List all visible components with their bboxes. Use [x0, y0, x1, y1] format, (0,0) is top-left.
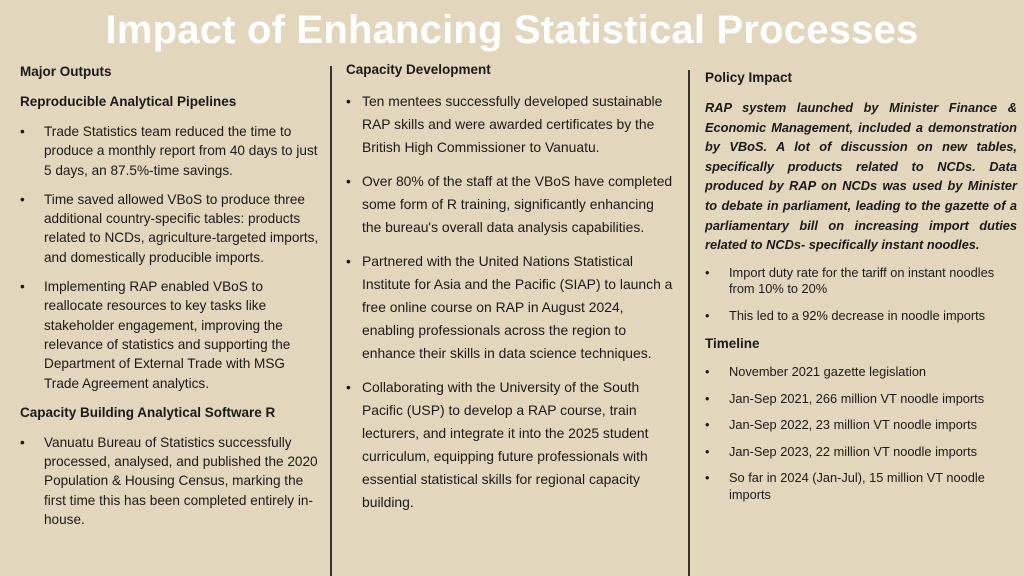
column-divider-left: [330, 66, 332, 576]
bullet-text: Collaborating with the University of the South Pacific (USP) to develop a RAP course, train lecturers, and integrate it into the 2025 student curriculum, equipping future professionals with essential statistical skills for regional capacity building.: [362, 379, 649, 510]
list-item: [346, 250, 676, 365]
timeline-heading: Timeline: [705, 336, 760, 352]
list-item: [346, 170, 676, 239]
bullet-text: This led to a 92% decrease in noodle imports: [729, 307, 986, 323]
bullet-icon: •: [346, 93, 351, 109]
bullet-text: Trade Statistics team reduced the time to produce a monthly report from 40 days to just 5 days, an 87.5%-time savings.: [44, 124, 318, 178]
bullet-icon: •: [705, 364, 710, 380]
timeline-item: [705, 470, 1017, 503]
bullet-icon: •: [346, 253, 351, 269]
bullet-text: Time saved allowed VBoS to produce three additional country-specific tables: products related to NCDs, agriculture-targeted imports, and domestically producible imports.: [44, 191, 319, 265]
bullet-text: Vanuatu Bureau of Statistics successfully processed, analysed, and published the 2020 Population & Housing Census, marking the first time this has been completed entirely in-house.: [44, 434, 318, 528]
policy-impact-heading: Policy Impact: [705, 70, 793, 85]
bullet-icon: •: [705, 390, 710, 406]
bullet-icon: •: [705, 470, 710, 486]
timeline-text: Jan-Sep 2023, 22 million VT noodle imports: [729, 443, 978, 459]
policy-impact-paragraph: RAP system launched by Minister Finance & Economic Management, included a demonstration by VBoS. A lot of discussion on new tables, specifically products related to NCDs. Data produced by RAP on NCDs was used by Minister to debate in parliament, leading to the gazette of a parliamentary bill on increasing import duties related to NCDs- specifically instant noodles.: [705, 100, 1017, 253]
bullet-icon: •: [705, 443, 710, 459]
rap-section-heading: Reproducible Analytical Pipelines: [20, 94, 237, 109]
page-title: Impact of Enhancing Statistical Processes: [105, 8, 919, 52]
list-item: [20, 190, 322, 267]
bullet-icon: •: [20, 124, 25, 139]
timeline-item: [705, 444, 1017, 461]
bullet-text: Import duty rate for the tariff on instant noodles from 10% to 20%: [729, 264, 995, 297]
capacity-development-column: [346, 60, 676, 514]
timeline-text: Jan-Sep 2021, 266 million VT noodle imports: [729, 390, 985, 406]
bullet-icon: •: [346, 379, 351, 395]
bullet-text: Over 80% of the staff at the VBoS have completed some form of R training, significantly enhancing the bureau's overall data analysis capabilities.: [362, 173, 673, 235]
timeline-text: So far in 2024 (Jan-Jul), 15 million VT noodle imports: [729, 470, 985, 502]
bullet-text: Ten mentees successfully developed sustainable RAP skills and were awarded certificates by the British High Commissioner to Vanuatu.: [362, 93, 663, 155]
column-divider-right: [688, 70, 690, 576]
bullet-icon: •: [705, 264, 710, 280]
list-item: [20, 122, 322, 180]
bullet-icon: •: [20, 434, 25, 450]
timeline-item: [705, 391, 1017, 408]
list-item: [346, 376, 676, 514]
list-item: [346, 90, 676, 159]
capacity-development-heading: Capacity Development: [346, 62, 491, 77]
list-item: [20, 433, 322, 529]
timeline-item: [705, 364, 1017, 381]
list-item: [705, 308, 1017, 325]
bullet-icon: •: [346, 173, 351, 189]
major-outputs-column: [20, 62, 322, 529]
capacity-r-heading: Capacity Building Analytical Software R: [20, 404, 276, 420]
timeline-text: Jan-Sep 2022, 23 million VT noodle imports: [729, 417, 978, 433]
bullet-icon: •: [20, 191, 25, 207]
bullet-icon: •: [705, 417, 710, 433]
major-outputs-heading: Major Outputs: [20, 64, 112, 79]
list-item: [705, 265, 1017, 298]
timeline-item: [705, 417, 1017, 434]
list-item: [20, 277, 322, 393]
bullet-icon: •: [705, 307, 710, 323]
bullet-text: Implementing RAP enabled VBoS to reallocate resources to key tasks like stakeholder engagement, improving the relevance of statistics and supporting the Department of External Trade with MSG Trade Agreement analytics.: [44, 279, 291, 391]
bullet-icon: •: [20, 279, 25, 295]
bullet-text: Partnered with the United Nations Statistical Institute for Asia and the Pacific (SIAP) to launch a free online course on RAP in August 2024, enabling professionals across the region to enhance their skills in data science techniques.: [362, 253, 673, 361]
timeline-text: November 2021 gazette legislation: [729, 364, 927, 380]
policy-impact-column: [705, 68, 1017, 503]
